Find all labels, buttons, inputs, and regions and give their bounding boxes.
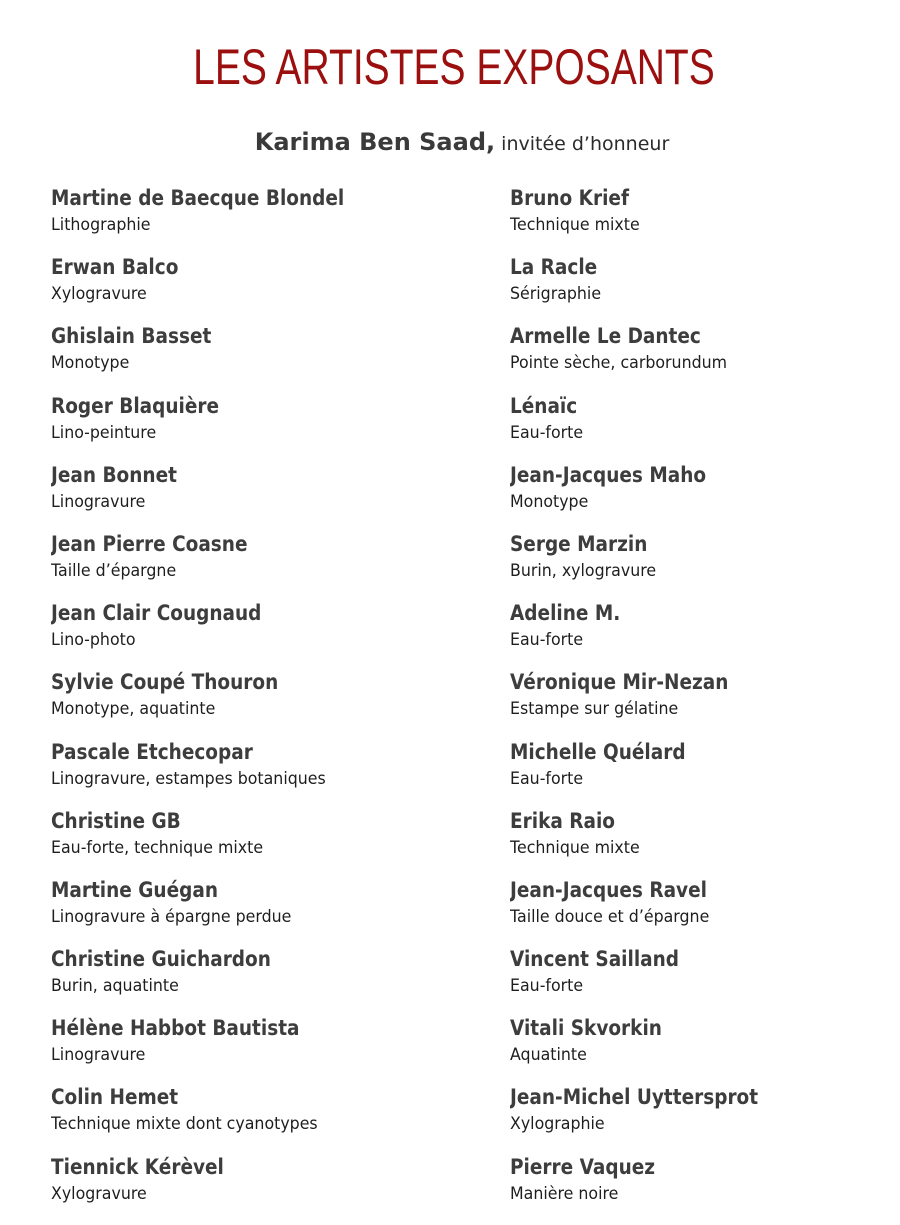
artist-name: Jean Clair Cougnaud xyxy=(51,601,262,626)
artist-name: Erika Raio xyxy=(510,808,616,833)
artist-entry xyxy=(510,1013,890,1082)
artist-technique: Pointe sèche, carborundum xyxy=(510,353,728,374)
artist-name: Ghislain Basset xyxy=(51,324,212,349)
artist-name: Adeline M. xyxy=(510,601,621,626)
artist-technique: Linogravure, estampes botaniques xyxy=(51,768,326,789)
artist-entry xyxy=(51,391,471,460)
artist-entry xyxy=(510,460,890,529)
artist-name: Vincent Sailland xyxy=(510,947,680,972)
artist-entry xyxy=(51,460,471,529)
artist-name: Jean-Jacques Maho xyxy=(510,462,707,487)
artists-column-right xyxy=(510,183,890,1221)
artist-technique: Linogravure xyxy=(51,1045,146,1066)
artist-technique: Lithographie xyxy=(51,215,151,235)
artist-technique: Technique mixte xyxy=(510,215,640,235)
artist-entry xyxy=(510,875,890,944)
artist-entry xyxy=(510,944,890,1013)
artist-technique: Linogravure xyxy=(51,491,146,512)
artist-name: Michelle Quélard xyxy=(510,739,686,764)
guest-name: Karima Ben Saad, xyxy=(254,128,496,156)
artist-name: Pascale Etchecopar xyxy=(51,739,253,764)
artist-name: Vitali Skvorkin xyxy=(510,1016,662,1041)
artist-name: Tiennick Kérèvel xyxy=(51,1154,224,1179)
artist-entry xyxy=(510,1082,890,1151)
artist-entry xyxy=(51,1152,471,1221)
artist-name: Jean-Michel Uyttersprot xyxy=(510,1085,759,1110)
artist-entry xyxy=(510,529,890,598)
artist-name: Véronique Mir-Nezan xyxy=(510,670,729,695)
artist-technique: Eau-forte, technique mixte xyxy=(51,837,264,858)
artist-name: Christine GB xyxy=(51,808,181,833)
artist-technique: Linogravure à épargne perdue xyxy=(51,906,292,927)
artist-technique: Eau-forte xyxy=(510,422,584,443)
artist-technique: Taille douce et d’épargne xyxy=(510,906,710,927)
artist-entry xyxy=(51,944,471,1013)
artist-technique: Monotype xyxy=(510,491,589,512)
artist-technique: Manière noire xyxy=(510,1183,619,1204)
guest-role: invitée d’honneur xyxy=(495,133,670,155)
artist-entry xyxy=(510,806,890,875)
artist-name: La Racle xyxy=(510,255,598,280)
artist-technique: Lino-peinture xyxy=(51,422,157,443)
artist-entry xyxy=(51,252,471,321)
artist-entry xyxy=(510,598,890,667)
artist-entry xyxy=(51,667,471,736)
artist-name: Martine Guégan xyxy=(51,877,218,902)
page-title: LES ARTISTES EXPOSANTS xyxy=(193,39,715,95)
artist-entry xyxy=(510,1152,890,1221)
artist-entry xyxy=(51,183,471,252)
artist-name: Roger Blaquière xyxy=(51,393,220,418)
artist-entry xyxy=(51,737,471,806)
artist-name: Jean Pierre Coasne xyxy=(51,531,248,556)
artist-technique: Sérigraphie xyxy=(510,284,602,305)
artist-entry xyxy=(510,252,890,321)
artist-entry xyxy=(510,321,890,390)
artist-entry xyxy=(51,1013,471,1082)
artist-entry xyxy=(510,183,890,252)
artist-name: Lénaïc xyxy=(510,393,578,418)
artist-technique: Technique mixte xyxy=(510,837,640,858)
artist-entry xyxy=(51,806,471,875)
artist-name: Colin Hemet xyxy=(51,1085,179,1110)
artists-column-left xyxy=(51,183,471,1221)
artist-technique: Monotype xyxy=(51,353,130,374)
artist-name: Martine de Baecque Blondel xyxy=(51,186,345,210)
artist-technique: Lino-photo xyxy=(51,630,136,651)
artist-technique: Xylographie xyxy=(510,1114,605,1135)
artist-entry xyxy=(51,321,471,390)
artist-technique: Xylogravure xyxy=(51,1183,147,1204)
artist-name: Serge Marzin xyxy=(510,531,648,556)
artist-entry xyxy=(510,391,890,460)
artist-entry xyxy=(510,737,890,806)
artist-technique: Eau-forte xyxy=(510,768,584,789)
artist-name: Jean Bonnet xyxy=(51,462,177,487)
artist-technique: Burin, aquatinte xyxy=(51,976,179,997)
artist-name: Pierre Vaquez xyxy=(510,1154,656,1179)
artist-technique: Monotype, aquatinte xyxy=(51,699,216,720)
artist-entry xyxy=(510,667,890,736)
artist-entry xyxy=(51,1082,471,1151)
artist-name: Hélène Habbot Bautista xyxy=(51,1016,300,1041)
artist-name: Christine Guichardon xyxy=(51,947,271,972)
artist-name: Sylvie Coupé Thouron xyxy=(51,670,279,695)
artist-technique: Xylogravure xyxy=(51,284,147,305)
artist-technique: Eau-forte xyxy=(510,976,584,997)
artist-entry xyxy=(51,875,471,944)
artist-name: Bruno Krief xyxy=(510,186,629,210)
artist-technique: Burin, xylogravure xyxy=(510,560,657,581)
artist-technique: Aquatinte xyxy=(510,1045,587,1066)
artist-entry xyxy=(51,529,471,598)
artist-technique: Eau-forte xyxy=(510,630,584,651)
artist-technique: Technique mixte dont cyanotypes xyxy=(51,1114,318,1135)
artist-name: Armelle Le Dantec xyxy=(510,324,701,349)
artist-technique: Estampe sur gélatine xyxy=(510,699,679,720)
artist-name: Erwan Balco xyxy=(51,255,179,280)
guest-of-honor xyxy=(0,124,900,163)
artist-entry xyxy=(51,598,471,667)
artist-name: Jean-Jacques Ravel xyxy=(510,877,707,902)
artist-technique: Taille d’épargne xyxy=(51,560,177,581)
